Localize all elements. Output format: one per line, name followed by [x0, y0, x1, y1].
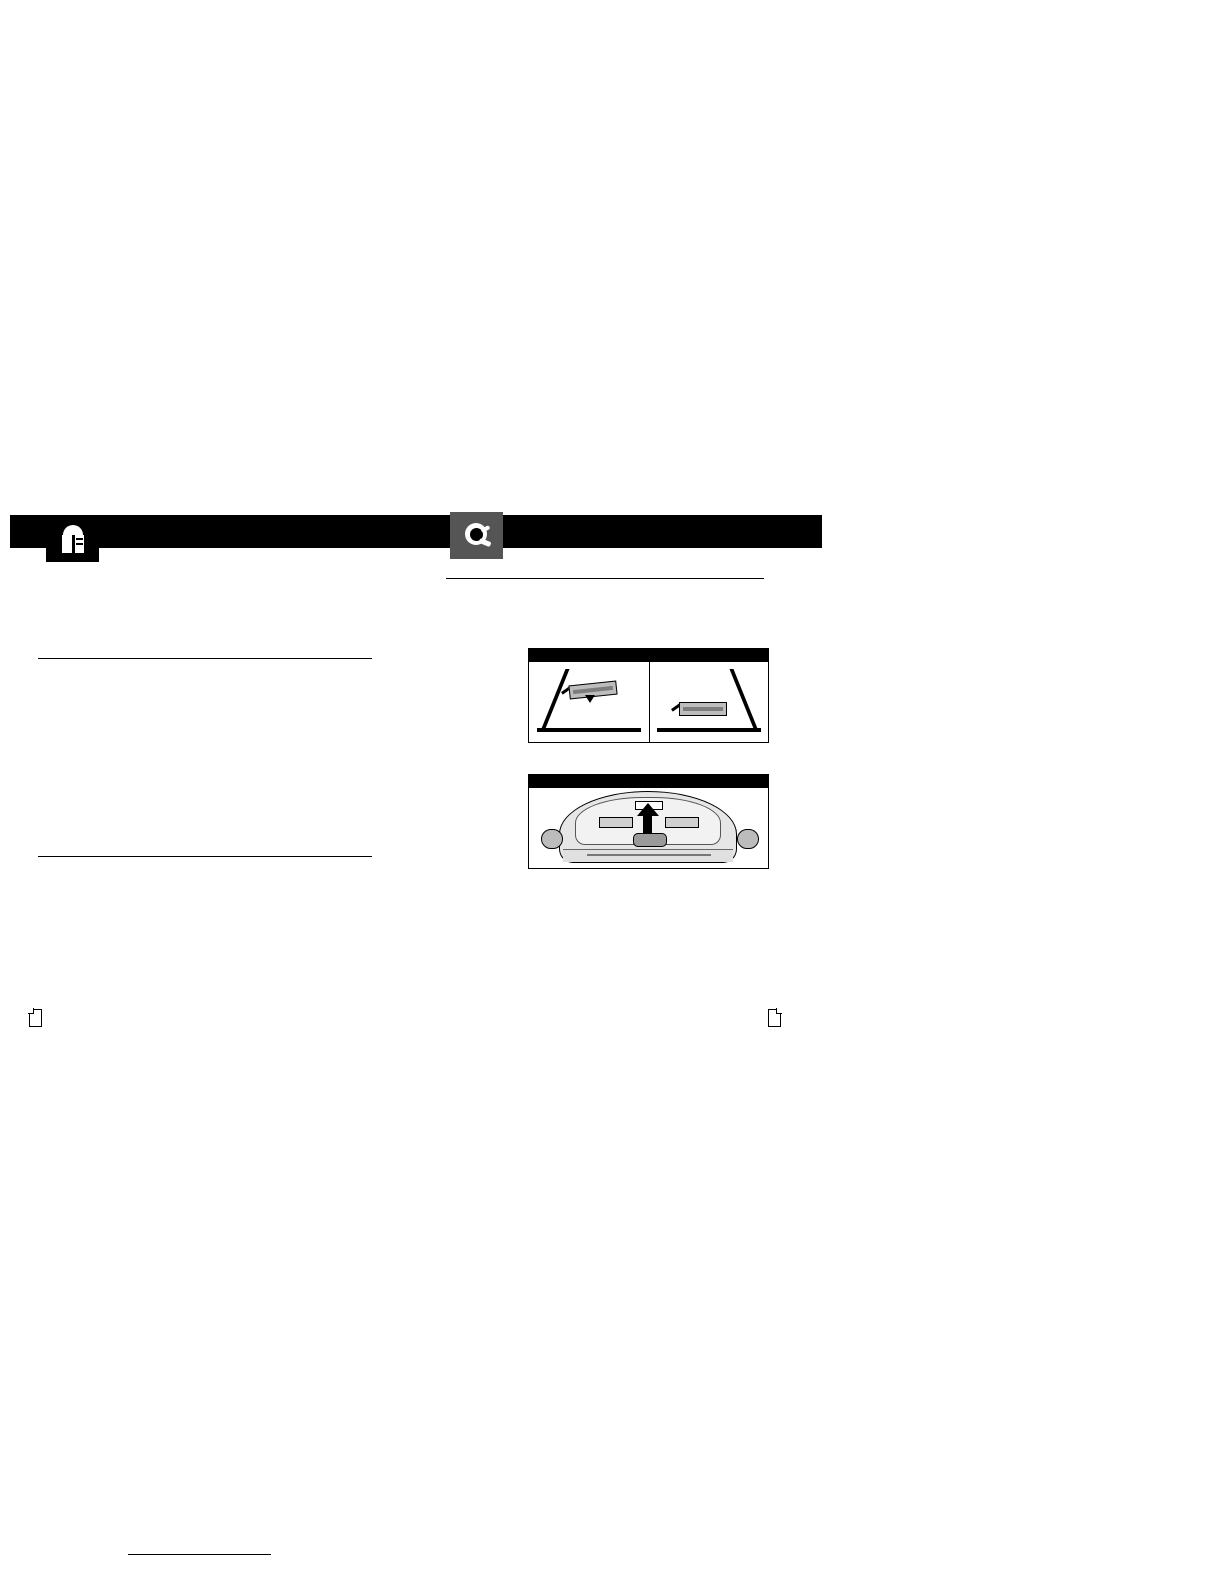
figure-caption-bar — [529, 649, 768, 662]
mirror-body-right — [679, 702, 727, 716]
a-pillar-left — [541, 829, 563, 849]
windshield-base-left — [537, 728, 641, 732]
left-column-rule-bottom — [38, 856, 372, 857]
left-column-rule-top — [38, 658, 372, 659]
figure-caption-bar — [529, 775, 768, 788]
right-column-rule-top — [446, 578, 764, 579]
windshield-pillar-right — [729, 669, 758, 731]
page-corner-mark-right — [768, 1009, 781, 1027]
page-corner-mark-left — [29, 1009, 42, 1027]
figure-panel-divider — [649, 662, 650, 743]
mirror-down-arrow-icon — [585, 695, 595, 703]
windshield-base-right — [657, 728, 761, 732]
sun-visor-left — [599, 817, 633, 828]
mirror-adjustment-figure — [528, 648, 769, 743]
a-pillar-right — [737, 829, 759, 849]
section-icon-box — [450, 512, 503, 559]
sun-visor-right — [665, 817, 699, 828]
windshield-pillar-left — [540, 669, 569, 731]
overhead-console-figure — [528, 774, 769, 869]
overhead-console — [633, 833, 667, 847]
footer-rule — [128, 1554, 271, 1555]
dashboard-seam — [587, 854, 711, 856]
rearview-mirror-icon — [463, 521, 493, 551]
up-arrow-shaft — [643, 811, 652, 833]
chapter-icon-box — [46, 515, 99, 562]
header-band — [10, 515, 822, 548]
book-icon — [58, 525, 88, 555]
